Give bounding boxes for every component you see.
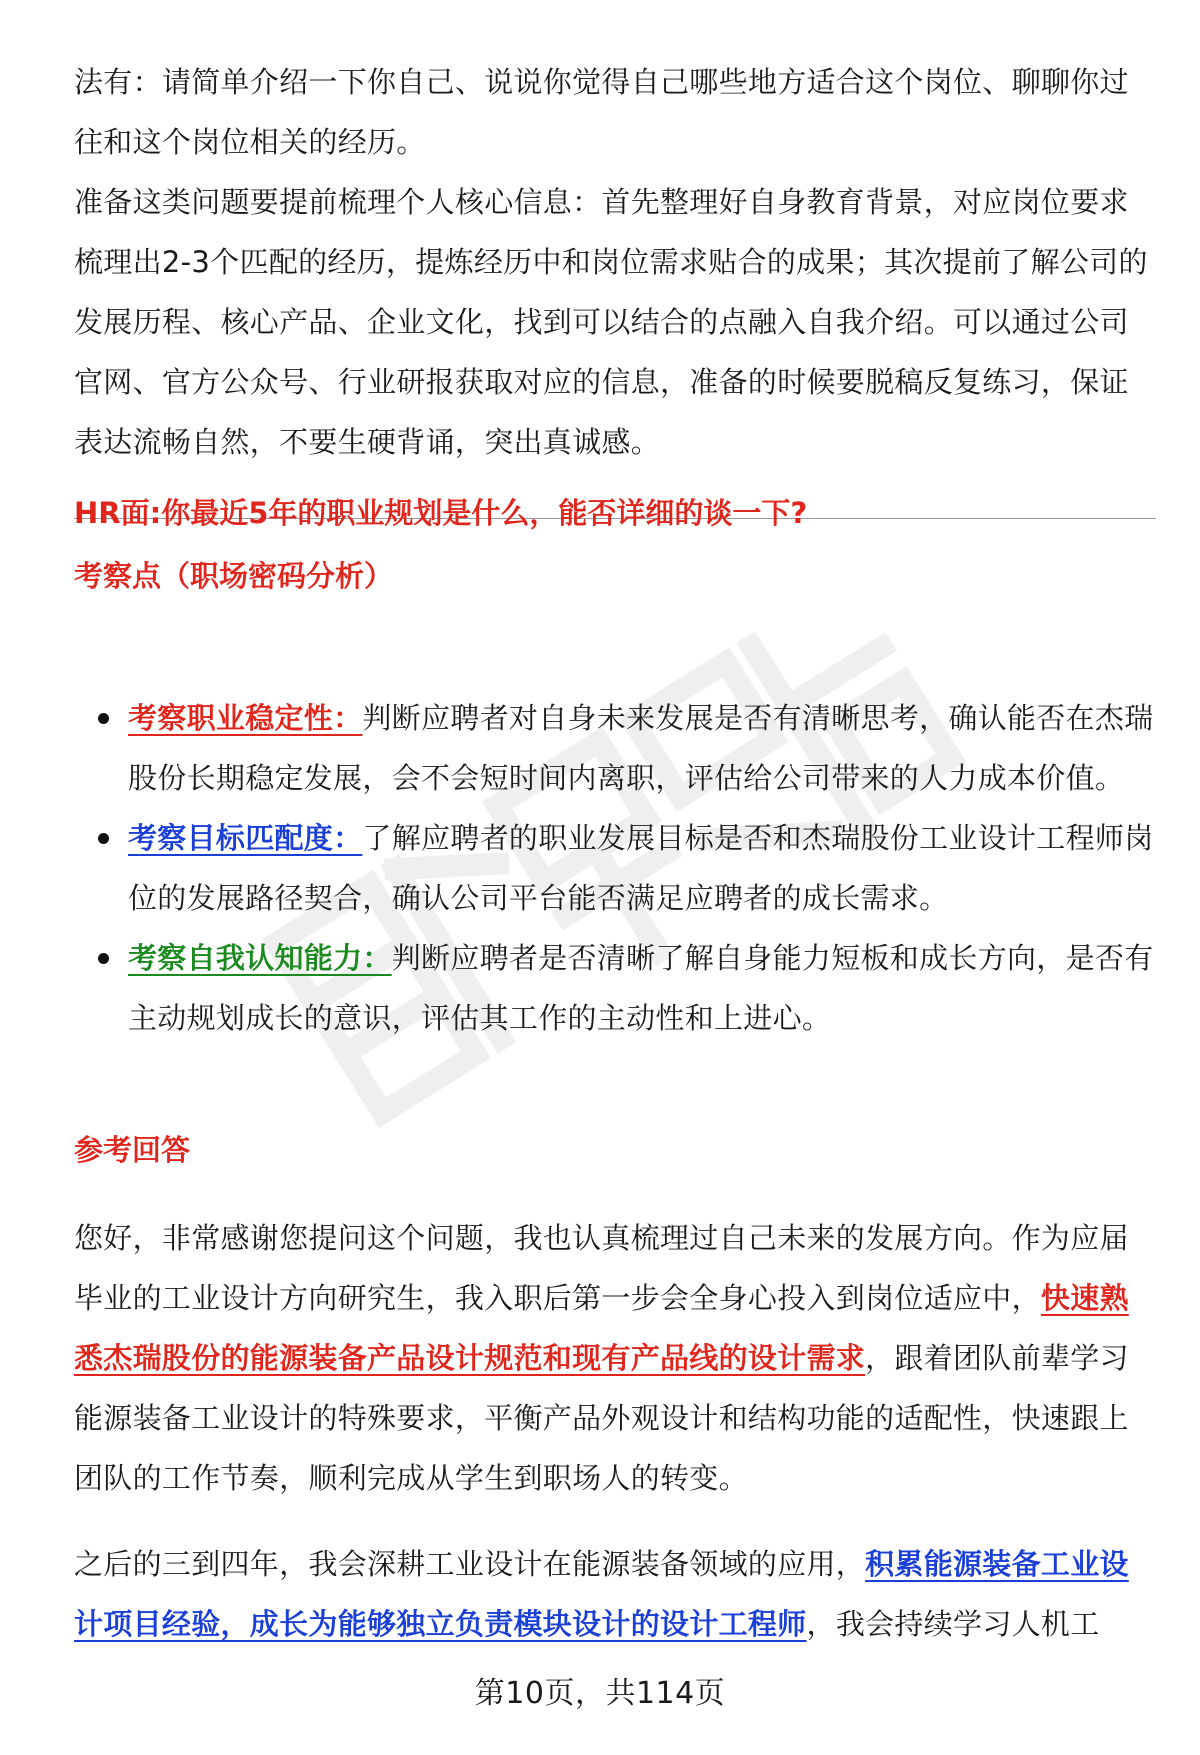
- answer2-text-after: ，我会持续学习人机工: [806, 1607, 1100, 1641]
- intro-question: 法有：请简单介绍一下你自己、说说你觉得自己哪些地方适合这个岗位、聊聊你过往和这个岗位相关的经历。: [74, 65, 1129, 159]
- answer2-text-before: 之后的三到四年，我会深耕工业设计在能源装备领域的应用，: [74, 1547, 866, 1581]
- answer-heading: 参考回答: [74, 1133, 191, 1167]
- analysis-points-list: [74, 688, 1156, 1048]
- answer2-highlight: 积累能源装备工业设计项目经验，成长为能够独立负责模块设计的设计工程师: [74, 1547, 1129, 1641]
- answer1-highlight: 快速熟悉杰瑞股份的能源装备产品设计规范和现有产品线的设计需求: [74, 1281, 1129, 1375]
- answer-paragraph-2: [74, 1534, 1156, 1654]
- analysis-heading: 考察点（职场密码分析）: [74, 559, 394, 593]
- list-item: [74, 688, 1156, 808]
- bullet-dot-icon: [98, 833, 109, 844]
- point-text-goal-match: 了解应聘者的职业发展目标是否和杰瑞股份工业设计工程师岗位的发展路径契合，确认公司平台能否满足应聘者的成长需求。: [128, 821, 1154, 915]
- hr-question-heading: HR面:你最近5年的职业规划是什么，能否详细的谈一下?: [74, 496, 808, 530]
- answer1-text-after: ，跟着团队前辈学习能源装备工业设计的特殊要求，平衡产品外观设计和结构功能的适配性，快速跟上团队的工作节奏，顺利完成从学生到职场人的转变。: [74, 1341, 1129, 1495]
- list-item: [74, 928, 1156, 1048]
- point-label-goal-match: 考察目标匹配度：: [128, 821, 363, 855]
- page-number: 第10页，共114页: [474, 1676, 726, 1711]
- intro-advice: 准备这类问题要提前梳理个人核心信息：首先整理好自身教育背景，对应岗位要求梳理出2-3个匹配的经历，提炼经历中和岗位需求贴合的成果；其次提前了解公司的发展历程、核心产品、企业文化，找到可以结合的点融入自我介绍。可以通过公司官网、官方公众号、行业研报获取对应的信息，准备的时候要脱稿反复练习，保证表达流畅自然，不要生硬背诵，突出真诚感。: [74, 185, 1148, 459]
- intro-section: [74, 52, 1154, 472]
- point-text-self-awareness: 判断应聘者是否清晰了解自身能力短板和成长方向，是否有主动规划成长的意识，评估其工作的主动性和上进心。: [128, 941, 1154, 1035]
- point-text-stability: 判断应聘者对自身未来发展是否有清晰思考，确认能否在杰瑞股份长期稳定发展，会不会短时间内离职，评估给公司带来的人力成本价值。: [128, 701, 1154, 795]
- bullet-dot-icon: [98, 713, 109, 724]
- point-label-stability: 考察职业稳定性：: [128, 701, 363, 735]
- answer1-text-before: 您好，非常感谢您提问这个问题，我也认真梳理过自己未来的发展方向。作为应届毕业的工业设计方向研究生，我入职后第一步会全身心投入到岗位适应中，: [74, 1221, 1129, 1315]
- point-label-self-awareness: 考察自我认知能力：: [128, 941, 392, 975]
- list-item: [74, 808, 1156, 928]
- bullet-dot-icon: [98, 953, 109, 964]
- answer-paragraph-1: [74, 1208, 1156, 1508]
